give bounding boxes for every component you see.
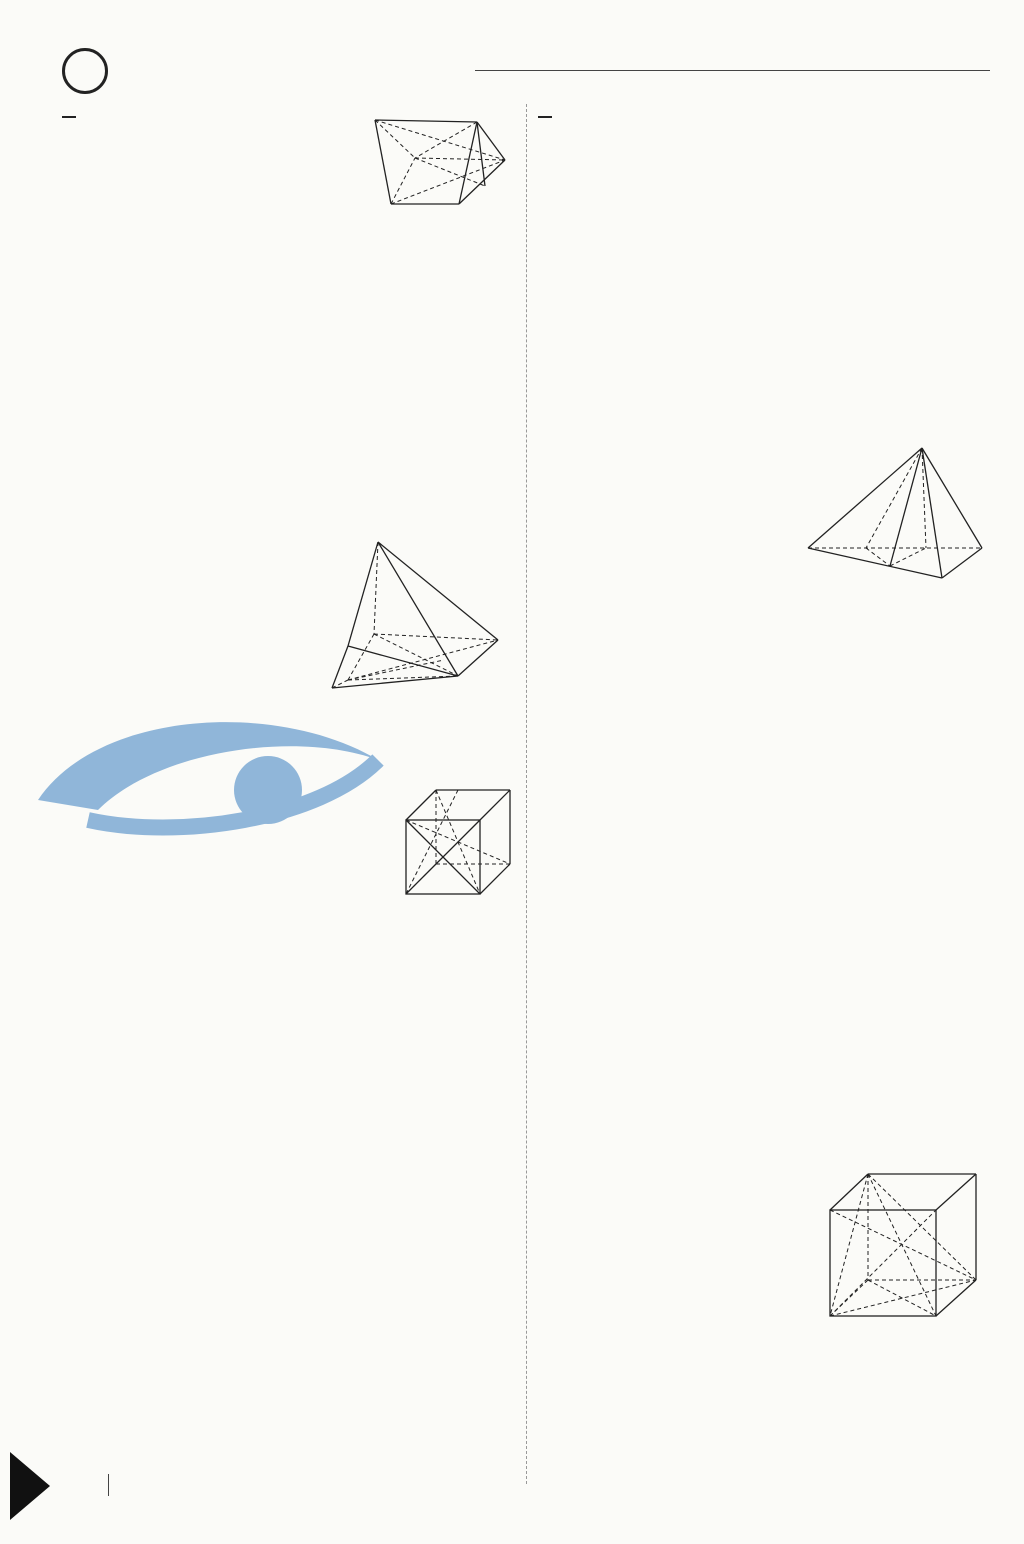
footer-arrow-icon [10,1452,50,1520]
tetrahedron-figure [790,438,1000,598]
brand-circle-char [62,48,108,94]
section-heading [538,116,552,118]
right-column [538,104,993,128]
pyramid-figure [318,530,518,702]
watermark-logo [18,690,1018,860]
page-header [60,46,990,90]
header-rule [475,70,990,71]
footer-divider [108,1474,109,1496]
cube-figure-4 [808,1162,1004,1346]
prism-figure [355,108,515,220]
page-footer [0,1452,1024,1522]
book-title [60,48,110,101]
section-heading [62,116,76,118]
